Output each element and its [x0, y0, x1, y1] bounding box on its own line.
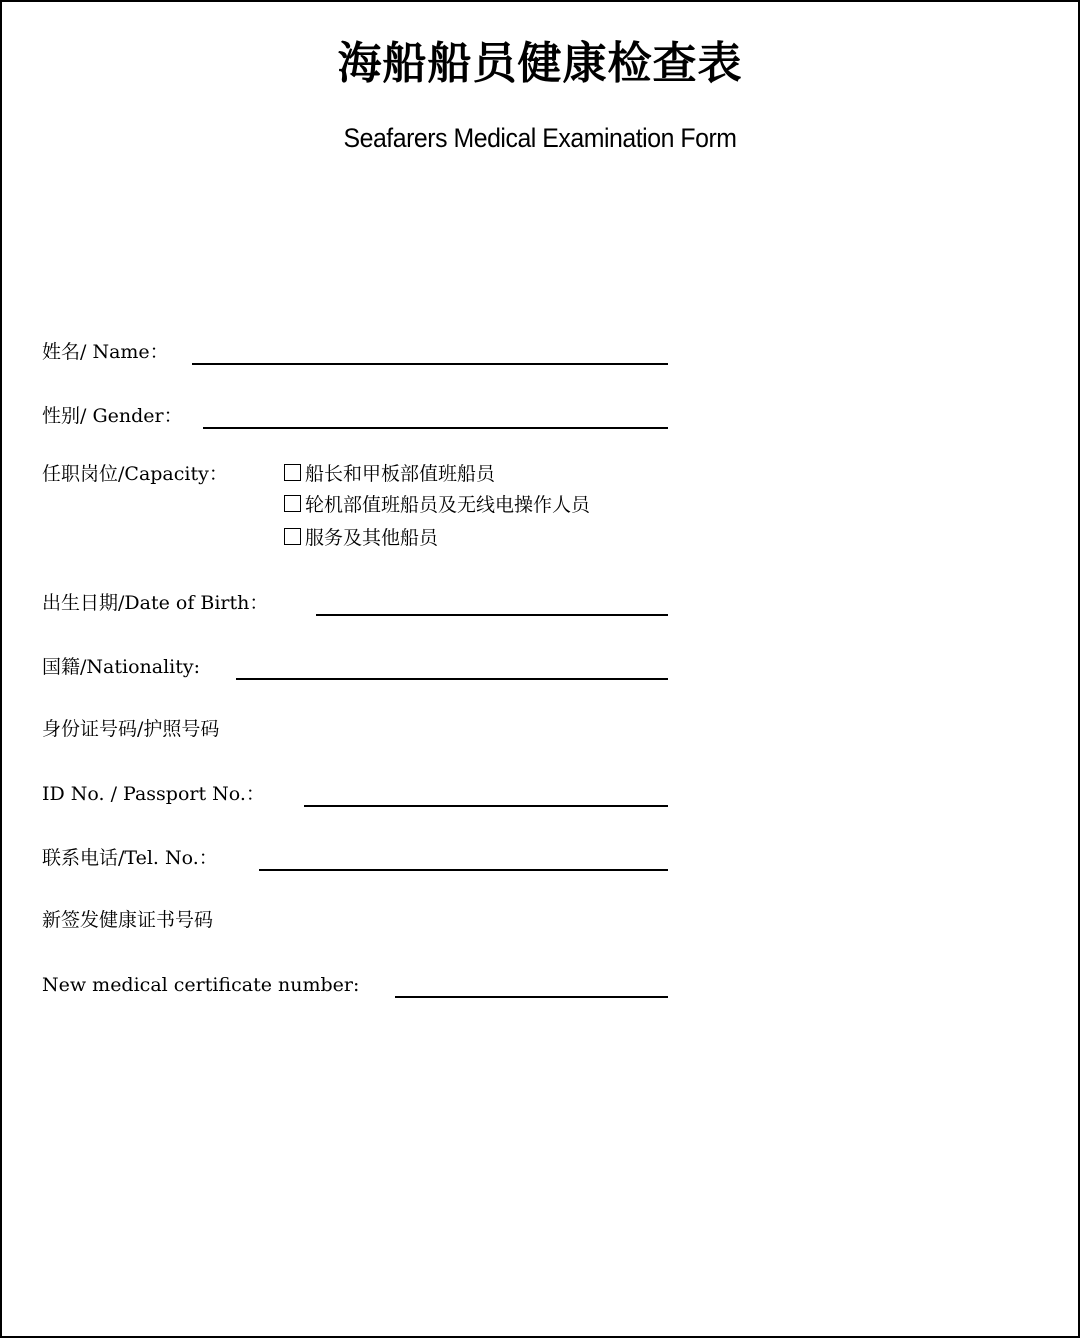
id-label: ID No. / Passport No.：: [42, 783, 265, 805]
dob-line[interactable]: [316, 614, 668, 616]
tel-label: 联系电话/Tel. No.：: [42, 847, 218, 869]
capacity-option-label: 服务及其他船员: [305, 527, 439, 549]
checkbox-icon[interactable]: [284, 464, 301, 481]
tel-field: [42, 841, 670, 871]
gender-line[interactable]: [203, 427, 668, 429]
dob-field: [42, 586, 670, 616]
cert-field: [42, 968, 670, 998]
nationality-label: 国籍/Nationality:: [42, 656, 200, 678]
form-title: 海船船员健康检查表: [337, 38, 743, 89]
capacity-option-label: 船长和甲板部值班船员: [305, 463, 496, 485]
name-label: 姓名/ Name：: [42, 341, 169, 363]
capacity-option-service[interactable]: [284, 525, 438, 551]
capacity-label: 任职岗位/Capacity：: [42, 463, 228, 485]
name-field: [42, 335, 670, 365]
gender-label: 性别/ Gender：: [42, 405, 183, 427]
capacity-option-label: 轮机部值班船员及无线电操作人员: [305, 494, 591, 516]
tel-line[interactable]: [259, 869, 668, 871]
name-line[interactable]: [192, 363, 668, 365]
cert-line[interactable]: [395, 996, 668, 998]
id-field: [42, 777, 670, 807]
gender-field: [42, 399, 670, 429]
checkbox-icon[interactable]: [284, 528, 301, 545]
cert-label: New medical certificate number:: [42, 974, 360, 996]
checkbox-icon[interactable]: [284, 495, 301, 512]
id-heading: 身份证号码/护照号码: [42, 718, 220, 740]
id-line[interactable]: [304, 805, 668, 807]
capacity-option-engine[interactable]: [284, 492, 590, 518]
capacity-option-deck[interactable]: [284, 461, 495, 487]
dob-label: 出生日期/Date of Birth：: [42, 592, 269, 614]
nationality-line[interactable]: [236, 678, 668, 680]
form-subtitle: Seafarers Medical Examination Form: [343, 123, 737, 153]
cert-heading: 新签发健康证书号码: [42, 909, 214, 931]
nationality-field: [42, 650, 670, 680]
